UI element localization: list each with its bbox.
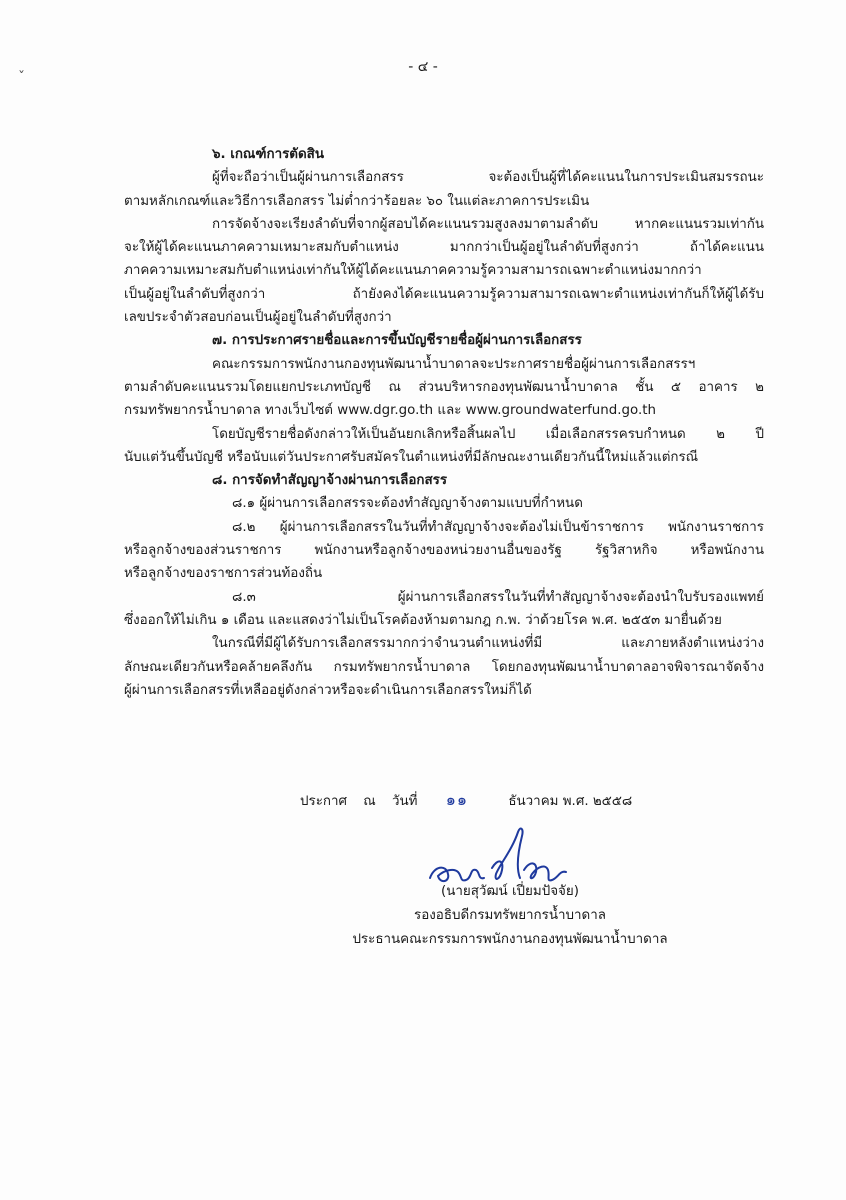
text-line: ๘.๑ ผู้ผ่านการเลือกสรรจะต้องทำสัญญาจ้างตามแบบที่กำหนด [232, 496, 583, 512]
announcement-date-line [300, 788, 632, 813]
at-label: ณ [363, 794, 376, 809]
text-line: ผู้ที่จะถือว่าเป็นผู้ผ่านการเลือกสรร จะต้องเป็นผู้ที่ได้คะแนนในการประเมินสมรรถนะ [212, 170, 764, 186]
text-line: นับแต่วันขึ้นบัญชี หรือนับแต่วันประกาศรับสมัครในตำแหน่งที่มีลักษณะงานเดียวกันนี้ใหม่แล้วแต่กรณี [124, 449, 699, 465]
text-line: จะให้ผู้ได้คะแนนภาคความเหมาะสมกับตำแหน่ง มากกว่าเป็นผู้อยู่ในลำดับที่สูงกว่า ถ้าได้คะแนน [124, 240, 764, 256]
text-line: การจัดจ้างจะเรียงลำดับที่จากผู้สอบได้คะแนนรวมสูงลงมาตามลำดับ หากคะแนนรวมเท่ากัน [212, 216, 764, 232]
section-heading: ๖. เกณฑ์การตัดสิน [212, 147, 325, 162]
text-line: คณะกรรมการพนักงานกองทุนพัฒนาน้ำบาดาลจะประกาศรายชื่อผู้ผ่านการเลือกสรรฯ [212, 356, 696, 372]
day-label: วันที่ [391, 794, 418, 809]
handwritten-day: ๑๑ [445, 790, 469, 809]
text-line: ในกรณีที่มีผู้ได้รับการเลือกสรรมากกว่าจำนวนตำแหน่งที่มี และภายหลังตำแหน่งว่าง [212, 636, 764, 652]
text-line: เป็นผู้อยู่ในลำดับที่สูงกว่า ถ้ายังคงได้คะแนนความรู้ความสามารถเฉพาะตำแหน่งเท่ากันก็ให้ผู้ได้รับ [124, 286, 764, 302]
signer-title-1: รองอธิบดีกรมทรัพยากรน้ำบาดาล [414, 908, 606, 923]
text-line: เลขประจำตัวสอบก่อนเป็นผู้อยู่ในลำดับที่สูงกว่า [124, 310, 392, 326]
announced-label: ประกาศ [300, 794, 348, 809]
text-line: ตามหลักเกณฑ์และวิธีการเลือกสรร ไม่ต่ำกว่าร้อยละ ๖๐ ในแต่ละภาคการประเมิน [124, 193, 590, 209]
text-line: ตามลำดับคะแนนรวมโดยแยกประเภทบัญชี ณ ส่วนบริหารกองทุนพัฒนาน้ำบาดาล ชั้น ๕ อาคาร ๒ [124, 379, 764, 395]
document-body [124, 143, 764, 702]
margin-mark: ˇ [18, 70, 25, 86]
text-line: ๘.๓ ผู้ผ่านการเลือกสรรในวันที่ทำสัญญาจ้างจะต้องนำใบรับรองแพทย์ [232, 589, 764, 605]
page-number: - ๔ - [408, 59, 438, 75]
signer-title-2: ประธานคณะกรรมการพนักงานกองทุนพัฒนาน้ำบาดาล [352, 932, 668, 947]
section-heading: ๗. การประกาศรายชื่อและการขึ้นบัญชีรายชื่อผู้ผ่านการเลือกสรร [212, 333, 582, 349]
signer-name: (นายสุวัฒน์ เปี่ยมปัจจัย) [441, 884, 579, 899]
signature-block [300, 880, 720, 952]
text-line: หรือลูกจ้างของส่วนราชการ พนักงานหรือลูกจ้างของหน่วยงานอื่นของรัฐ รัฐวิสาหกิจ หรือพนักงาน [124, 543, 764, 559]
section-heading: ๘. การจัดทำสัญญาจ้างผ่านการเลือกสรร [212, 473, 448, 489]
text-line: ภาคความเหมาะสมกับตำแหน่งเท่ากันให้ผู้ได้คะแนนภาคความรู้ความสามารถเฉพาะตำแหน่งมากกว่า [124, 263, 702, 279]
text-line: ลักษณะเดียวกันหรือคล้ายคลึงกัน กรมทรัพยากรน้ำบาดาล โดยกองทุนพัฒนาน้ำบาดาลอาจพิจารณาจัดจ้าง [124, 659, 764, 675]
text-line: ๘.๒ ผู้ผ่านการเลือกสรรในวันที่ทำสัญญาจ้างจะต้องไม่เป็นข้าราชการ พนักงานราชการ [232, 519, 764, 535]
month-year: ธันวาคม พ.ศ. ๒๕๕๘ [508, 794, 633, 809]
text-line: โดยบัญชีรายชื่อดังกล่าวให้เป็นอันยกเลิกหรือสิ้นผลไป เมื่อเลือกสรรครบกำหนด ๒ ปี [212, 426, 764, 442]
text-line: ผู้ผ่านการเลือกสรรที่เหลืออยู่ดังกล่าวหรือจะดำเนินการเลือกสรรใหม่ก็ได้ [124, 682, 532, 698]
text-line: หรือลูกจ้างของราชการส่วนท้องถิ่น [124, 566, 323, 582]
text-line: ซึ่งออกให้ไม่เกิน ๑ เดือน และแสดงว่าไม่เป็นโรคต้องห้ามตามกฎ ก.พ. ว่าด้วยโรค พ.ศ. ๒๕๕๓ มายื่นด้วย [124, 612, 722, 628]
text-line: กรมทรัพยากรน้ำบาดาล ทางเว็บไซต์ www.dgr.go.th และ www.groundwaterfund.go.th [124, 403, 656, 419]
